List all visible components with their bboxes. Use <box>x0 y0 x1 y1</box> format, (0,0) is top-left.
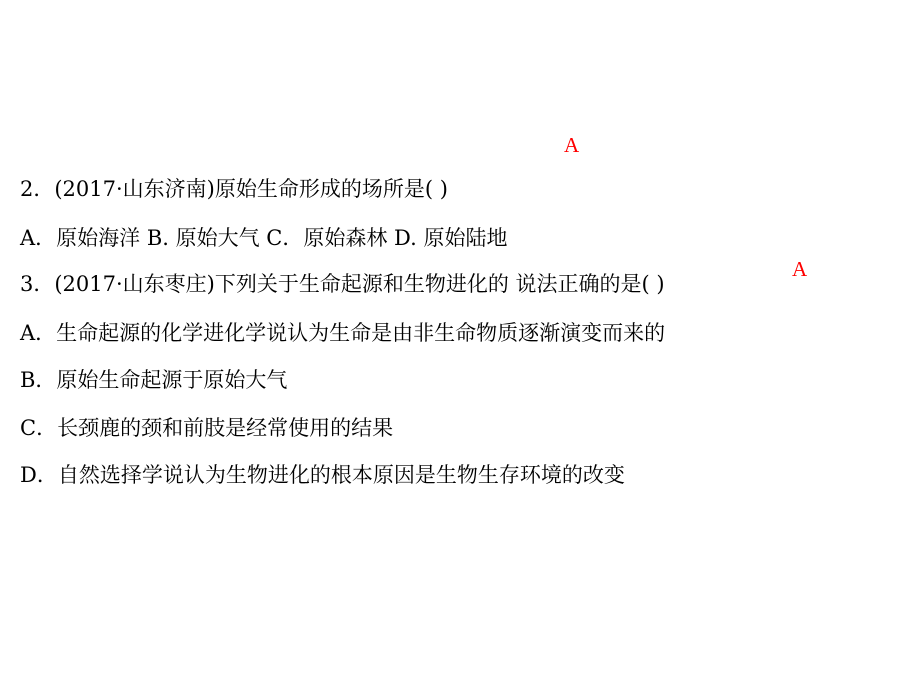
q3-stem: 3．(2017·山东枣庄)下列关于生命起源和生物进化的 说法正确的是( ) <box>20 272 665 296</box>
q3-option-d: D．自然选择学说认为生物进化的根本原因是生物生存环境的改变 <box>20 463 625 487</box>
q2-answer: A <box>564 133 580 157</box>
q3-answer: A <box>792 257 808 281</box>
q3-option-c: C．长颈鹿的颈和前肢是经常使用的结果 <box>20 416 394 440</box>
q2-stem: 2．(2017·山东济南)原始生命形成的场所是( ) <box>20 177 448 201</box>
q3-option-a: A．生命起源的化学进化学说认为生命是由非生命物质逐渐演变而来的 <box>20 321 666 345</box>
q3-option-b: B．原始生命起源于原始大气 <box>20 368 288 392</box>
q2-options: A．原始海洋 B. 原始大气 C．原始森林 D. 原始陆地 <box>20 226 508 250</box>
